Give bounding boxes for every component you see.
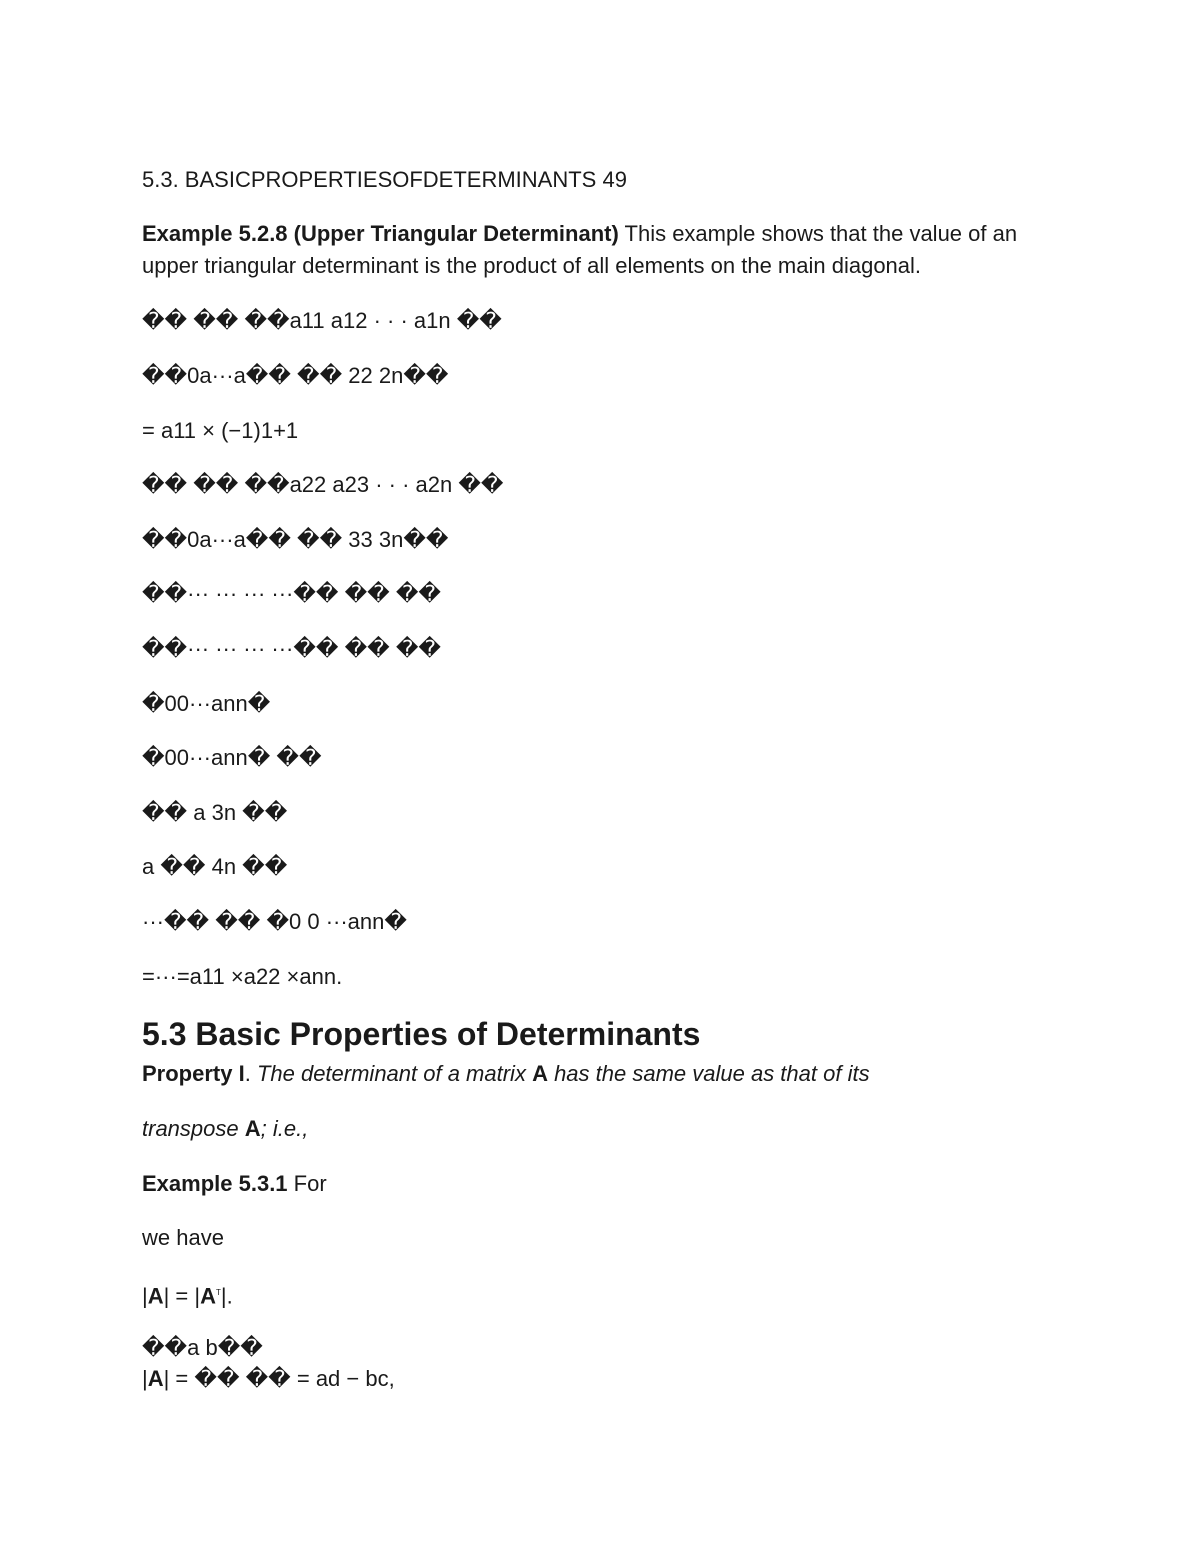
abs-mid: | = | [163, 1283, 201, 1309]
example-text: For [287, 1171, 327, 1196]
section-heading: 5.3 Basic Properties of Determinants [142, 1016, 701, 1052]
determinant-equality [142, 1278, 233, 1311]
equation-line: =···=a11 ×a22 ×ann. [142, 964, 343, 989]
equation-line: �� �� ��a22 a23 · · · a2n �� [142, 472, 504, 497]
equation-line: ��0a···a�� �� 22 2n�� [142, 363, 449, 388]
equation-line: ��··· ··· ··· ···�� �� �� [142, 581, 441, 606]
example-5-2-8 [142, 218, 1062, 282]
page-header: 5.3. BASICPROPERTIESOFDETERMINANTS 49 [142, 167, 627, 192]
property-label: Property I [142, 1061, 245, 1086]
property-1 [142, 1059, 870, 1089]
equation-line: ��0a···a�� �� 33 3n�� [142, 527, 449, 552]
transpose-line [142, 1114, 308, 1144]
equation-line: �00···ann� [142, 691, 271, 716]
equation-line: �� a 3n �� [142, 800, 288, 825]
equation-line: = a11 × (−1)1+1 [142, 418, 299, 443]
abs-end: |. [220, 1283, 233, 1309]
matrix-a: A [147, 1366, 164, 1391]
example-label: Example 5.2.8 (Upper Triangular Determinant) [142, 221, 619, 246]
equation-line: �00···ann� �� [142, 745, 322, 770]
abs-bar: | [142, 1366, 148, 1391]
example-5-3-1 [142, 1169, 327, 1199]
matrix-row-line: ��a b�� [142, 1335, 263, 1360]
equation-line: �� �� ��a11 a12 · · · a1n �� [142, 308, 502, 333]
abs-bar: | [142, 1283, 148, 1309]
transpose-text-2: ; i.e., [260, 1116, 309, 1141]
equation-line: ···�� �� �0 0 ···ann� [142, 909, 407, 934]
property-text-2: has the same value as that of its [547, 1061, 870, 1086]
matrix-a: A [147, 1283, 164, 1309]
example-text: This example shows that the value of an upper triangular determinant is the product of all elements on the main diagonal. [142, 221, 1018, 278]
example-label: Example 5.3.1 [142, 1171, 288, 1196]
we-have-line: we have [142, 1225, 224, 1250]
matrix-a-transpose: A [200, 1283, 217, 1309]
result-text: | = �� �� = ad − bc, [163, 1366, 395, 1391]
property-sep: . [244, 1061, 257, 1086]
matrix-a: A [244, 1116, 261, 1141]
equation-line: ��··· ··· ··· ···�� �� �� [142, 636, 441, 661]
matrix-a: A [532, 1061, 548, 1086]
transpose-text: transpose [142, 1116, 245, 1141]
equation-line: a �� 4n �� [142, 854, 288, 879]
determinant-result [142, 1364, 395, 1394]
transpose-sup: T [216, 1288, 221, 1297]
property-text: The determinant of a matrix [256, 1061, 533, 1086]
